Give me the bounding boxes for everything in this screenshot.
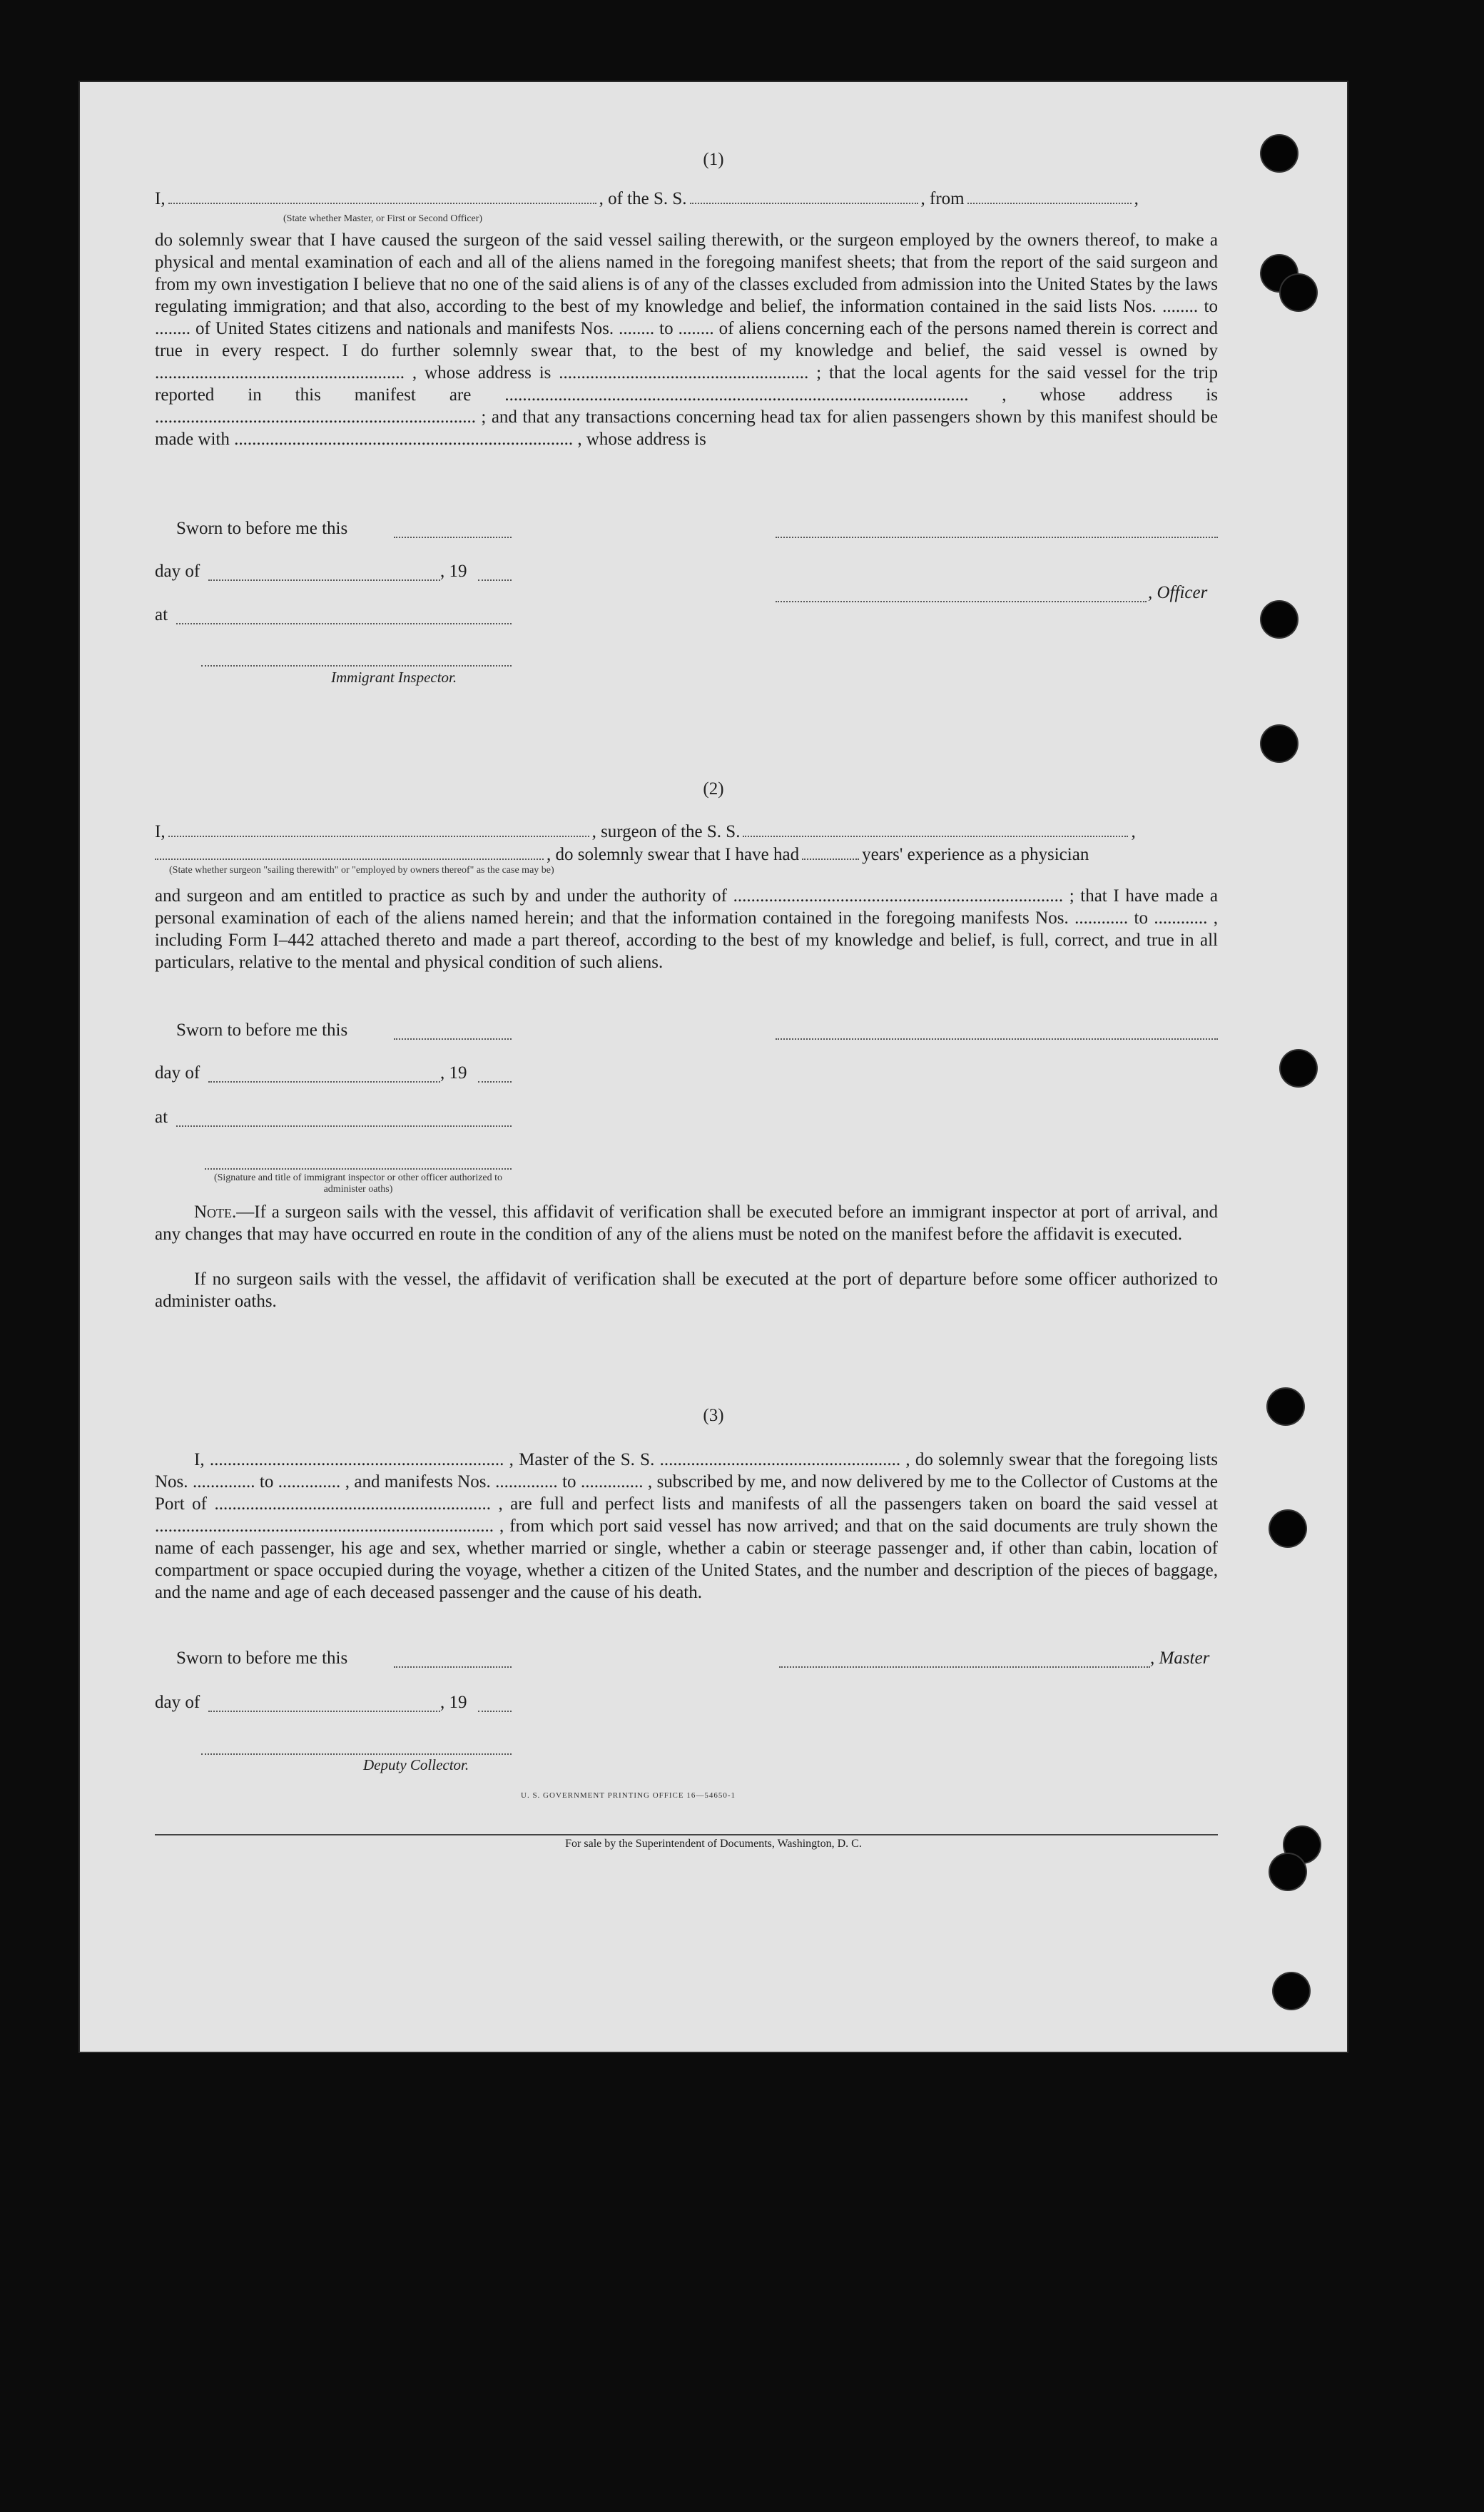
section-2-sworn-date-field[interactable] (394, 1037, 512, 1040)
section-2-surgeon-signature-field[interactable] (776, 1037, 1218, 1040)
section-2-oath-line: I, , surgeon of the S. S. , (155, 822, 1136, 841)
section-1-body: do solemnly swear that I have caused the surgeon of the said vessel sailing therewith, or the surgeon employed by the owners thereof, to make a physical and mental examination of each and all of the aliens named in the foregoing manifest sheets; that from the report of the said surgeon and from my own investigation I believe that no one of the said aliens is of any of the classes excluded from admission into the United States by the laws regulating immigration; and that also, according to the best of my knowledge and belief, the information contained in the said lists Nos. ........ to ........ of United States citizens and nationals and manifests Nos. ........ to ........ of aliens concerning each of the persons named therein is correct and true in every respect. I do further solemnly swear that, to the best of my knowledge and belief, the said vessel is owned by ........................................................ , whose address is ........................................................ ; that the local agents for the said vessel for the trip reported in this manifest are ........................................................................................................ , whose address is ........................................................................ ; and that any transactions concerning head tax for alien passengers shown by this manifest should be made with ............................................................................ , whose address is (155, 231, 1218, 449)
section-1-from: , from (920, 189, 965, 208)
punch-hole (1261, 136, 1297, 171)
surgeon-name-field[interactable] (168, 823, 589, 837)
section-3-sworn: Sworn to before me this (176, 1648, 348, 1668)
section-2-note-1 (155, 1201, 1218, 1245)
officer-rank-field[interactable] (168, 190, 596, 204)
form-page (80, 82, 1347, 2052)
section-2-day-of: day of (155, 1063, 200, 1083)
section-2-year-field[interactable] (478, 1080, 512, 1083)
section-1-number: (1) (703, 150, 724, 169)
punch-hole (1281, 1050, 1316, 1086)
section-2-number: (2) (703, 779, 724, 799)
printing-office-imprint: U. S. GOVERNMENT PRINTING OFFICE 16—54650-1 (521, 1791, 736, 1800)
section-1-day-of: day of (155, 562, 200, 581)
punch-hole (1261, 726, 1297, 761)
section-1-inspector-label: Immigrant Inspector. (331, 669, 457, 686)
section-1-officer-signature-field[interactable] (776, 535, 1218, 538)
section-1-officer-label: , Officer (1148, 583, 1208, 602)
section-2-month-field[interactable] (208, 1080, 440, 1083)
section-3-master-signature-field[interactable] (779, 1665, 1150, 1668)
section-2-place-field[interactable] (176, 1124, 512, 1127)
for-sale-notice: For sale by the Superintendent of Documents, Washington, D. C. (565, 1838, 862, 1850)
section-2-body: and surgeon and am entitled to practice as such by and under the authority of .......................................................................... ; that I have made a personal examination of each of the aliens named herein; and that the information contained in the foregoing manifests Nos. ............ to ............ , including Form I–442 attached thereto and made a part thereof, according to the best of my knowledge and belief, is full, correct, and true in all particulars, relative to the mental and physical condition of such aliens. (155, 886, 1218, 972)
section-1-place-field[interactable] (176, 622, 512, 624)
section-1-sworn: Sworn to before me this (176, 519, 348, 538)
punch-hole (1261, 602, 1297, 637)
section-2-sworn: Sworn to before me this (176, 1020, 348, 1040)
section-1-of-ss: , of the S. S. (599, 189, 687, 208)
section-3-body: I, .................................................................. , Master of the S. S. ...................................................... , do solemnly swear that the foregoing lists Nos. .............. to .............. , and manifests Nos. .............. to .............. , subscribed by me, and now delivered by me to the Collector of Customs at the Port of .............................................................. , are full and perfect lists and manifests of all the passengers taken on board the said vessel at ............................................................................ , from which port said vessel has now arrived; and that on the said documents are truly shown the name of each passenger, his age and sex, whether married or single, whether a cabin or steerage passenger and, if other than cabin, location of compartment or space occupied during the voyage, whether a citizen of the United States, and the number and description of the pieces of baggage, and the name and age of each deceased passenger and the cause of his death. (155, 1450, 1218, 1602)
section-1-caption: (State whether Master, or First or Second Officer) (283, 213, 483, 224)
note-1-text: —If a surgeon sails with the vessel, this affidavit of verification shall be executed before an immigrant inspector at port of arrival, and any changes that may have occurred en route in the condition of any of the aliens must be noted on the manifest before the affidavit is executed. (155, 1202, 1218, 1244)
section-3-month-field[interactable] (208, 1709, 440, 1712)
section-1-at: at (155, 605, 168, 624)
surgeon-status-field[interactable] (155, 846, 544, 860)
section-2-note-2: If no surgeon sails with the vessel, the affidavit of verification shall be executed at the port of departure before some officer authorized to administer oaths. (155, 1270, 1218, 1311)
section-3-deputy-label: Deputy Collector. (363, 1756, 469, 1773)
section-2-second-line: , do solemnly swear that I have had years' experience as a physician (155, 844, 1218, 866)
section-1-I: I, (155, 189, 166, 208)
section-3-number: (3) (703, 1406, 724, 1425)
section-3-year: , 19 (440, 1693, 467, 1712)
section-3-collector-signature-field[interactable] (201, 1752, 512, 1755)
section-3-master-label: , Master (1150, 1648, 1210, 1668)
section-1-officer-name-field[interactable] (776, 599, 1147, 602)
section-1-year: , 19 (440, 562, 467, 581)
section-1-oath-line: I, , of the S. S. , from , (155, 189, 1139, 208)
section-2-vessel-field[interactable] (743, 823, 1128, 837)
years-experience-field[interactable] (802, 846, 859, 860)
section-1-sworn-date-field[interactable] (394, 535, 512, 538)
vessel-name-field[interactable] (690, 190, 918, 204)
section-3-sworn-date-field[interactable] (394, 1665, 512, 1668)
punch-hole (1274, 1973, 1309, 2009)
punch-hole (1281, 275, 1316, 310)
section-2-official-signature-field[interactable] (205, 1167, 512, 1170)
section-2-caption: (State whether surgeon "sailing therewith" or "employed by owners thereof" as the case may be) (169, 865, 554, 876)
punch-hole (1270, 1854, 1306, 1890)
section-1-year-field[interactable] (478, 578, 512, 581)
section-3-day-of: day of (155, 1693, 200, 1712)
punch-hole (1270, 1511, 1306, 1546)
section-2-surgeon-of-ss: , surgeon of the S. S. (591, 822, 741, 841)
note-label: Note. (194, 1202, 237, 1222)
section-3-year-field[interactable] (478, 1709, 512, 1712)
section-1-inspector-signature-field[interactable] (201, 664, 512, 667)
port-from-field[interactable] (967, 190, 1132, 204)
section-2-signature-caption: (Signature and title of immigrant inspector or other officer authorized to administer oaths) (213, 1173, 503, 1195)
punch-hole (1268, 1389, 1303, 1424)
section-2-at: at (155, 1108, 168, 1127)
section-1-month-field[interactable] (208, 578, 440, 581)
footer-rule (155, 1834, 1218, 1835)
section-2-year: , 19 (440, 1063, 467, 1083)
